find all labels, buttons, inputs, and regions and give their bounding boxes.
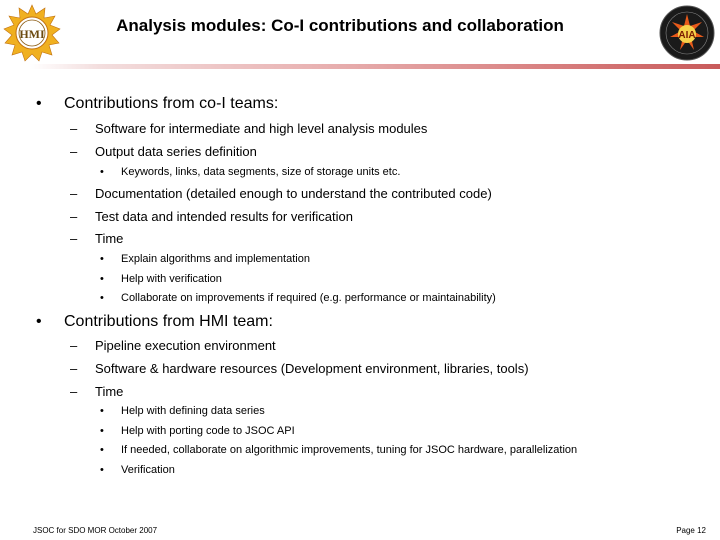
sub-item-label: Help with verification <box>121 273 222 285</box>
list-item-label: Time <box>95 384 124 399</box>
dash-marker: – <box>70 231 78 246</box>
sub-item-label: Collaborate on improvements if required (e.g. performance or maintainability) <box>121 292 496 304</box>
list-item-label: Documentation (detailed enough to understand the contributed code) <box>95 186 492 201</box>
svg-text:AIA: AIA <box>678 30 696 41</box>
sub-item-label: If needed, collaborate on algorithmic improvements, tuning for JSOC hardware, parallelization <box>121 444 578 456</box>
footer-text: JSOC for SDO MOR October 2007 <box>33 526 158 535</box>
sub-item-label: Help with defining data series <box>121 405 265 417</box>
aia-logo <box>658 4 716 62</box>
section-heading: Contributions from co-I teams: <box>64 95 279 112</box>
list-item-label: Time <box>95 231 124 246</box>
dash-marker: – <box>70 384 78 399</box>
dash-marker: – <box>70 121 78 136</box>
title-underline <box>30 64 720 69</box>
bullet-marker: • <box>100 405 104 417</box>
sub-item-label: Keywords, links, data segments, size of storage units etc. <box>121 166 401 178</box>
list-item-label: Output data series definition <box>95 144 257 159</box>
list-item-label: Test data and intended results for verification <box>95 209 353 224</box>
svg-text:HMI: HMI <box>19 27 45 41</box>
bullet-marker: • <box>100 464 104 476</box>
dash-marker: – <box>70 338 78 353</box>
list-item-label: Pipeline execution environment <box>95 338 276 353</box>
hmi-logo <box>3 4 61 62</box>
list-item-label: Software for intermediate and high level analysis modules <box>95 121 428 136</box>
bullet-marker: • <box>100 444 104 456</box>
sub-item-label: Explain algorithms and implementation <box>121 253 310 265</box>
bullet-marker: • <box>100 166 104 178</box>
dash-marker: – <box>70 361 78 376</box>
page-number: Page 12 <box>676 526 706 535</box>
bullet-marker: • <box>36 313 42 330</box>
bullet-marker: • <box>100 253 104 265</box>
bullet-marker: • <box>36 95 42 112</box>
list-item-label: Software & hardware resources (Development environment, libraries, tools) <box>95 361 529 376</box>
dash-marker: – <box>70 209 78 224</box>
sub-item-label: Verification <box>121 464 175 476</box>
dash-marker: – <box>70 144 78 159</box>
bullet-marker: • <box>100 292 104 304</box>
sub-item-label: Help with porting code to JSOC API <box>121 425 295 437</box>
section-heading: Contributions from HMI team: <box>64 313 273 330</box>
bullet-marker: • <box>100 273 104 285</box>
bullet-marker: • <box>100 425 104 437</box>
dash-marker: – <box>70 186 78 201</box>
slide-title: Analysis modules: Co-I contributions and collaboration <box>116 16 564 35</box>
